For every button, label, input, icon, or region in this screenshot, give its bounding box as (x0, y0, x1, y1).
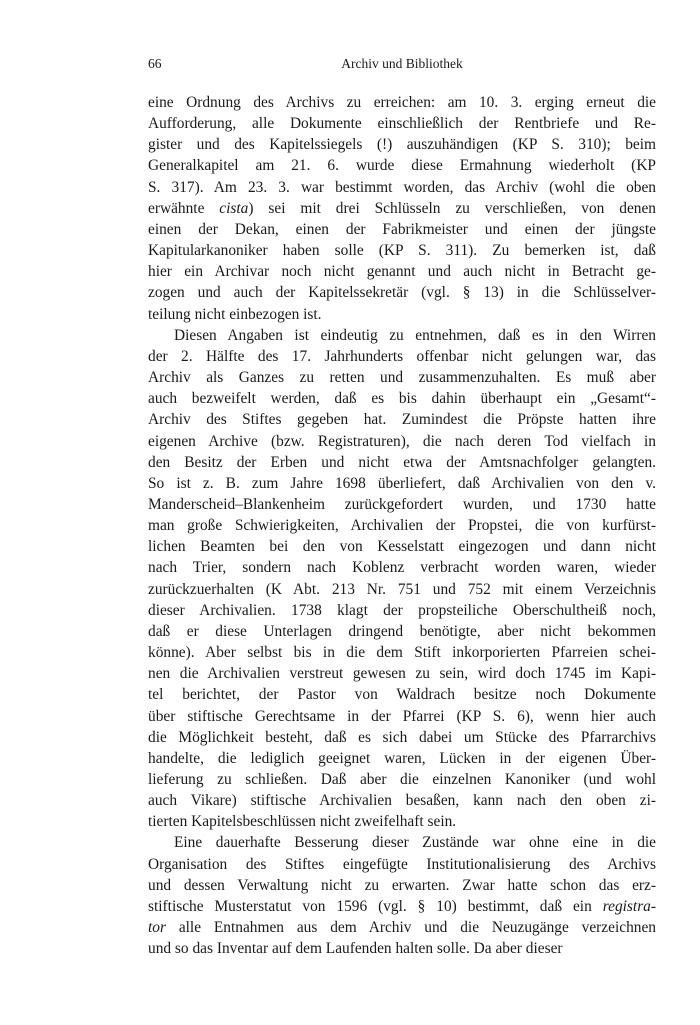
text-line: könne). Aber selbst bis in die dem Stift inkorporierten Pfarreien schei- (148, 644, 656, 662)
paragraph (148, 832, 656, 959)
page-header (148, 56, 656, 76)
text-line: lichen Beamten bei den von Kesselstatt eingezogen und dann nicht (148, 538, 656, 556)
text-line: teilung nicht einbezogen ist. (148, 305, 322, 323)
text-line: zogen und auch der Kapitelssekretär (vgl. § 13) in die Schlüsselver- (148, 284, 656, 302)
paragraph (148, 325, 656, 833)
text-line: und so das Inventar auf dem Laufenden halten solle. Da aber dieser (148, 940, 563, 958)
text-line: S. 317). Am 23. 3. war bestimmt worden, das Archiv (wohl die oben (148, 178, 656, 196)
text-line: tierten Kapitelsbeschlüssen nicht zweifelhaft sein. (148, 813, 457, 831)
paragraph (148, 92, 656, 325)
text-line: Eine dauerhafte Besserung dieser Zustände war ohne eine in die (174, 834, 656, 852)
text-line: einen der Dekan, einen der Fabrikmeister und einen der jüngste (148, 220, 656, 238)
text-line: Manderscheid–Blankenheim zurückgefordert wurden, und 1730 hatte (148, 495, 656, 513)
text-line: den Besitz der Erben und nicht etwa der Amtsnachfolger gelangten. (148, 453, 656, 471)
text-line: Archiv des Stiftes gegeben hat. Zumindest die Pröpste hatten ihre (148, 411, 656, 429)
text-line: über stiftische Gerechtsame in der Pfarrei (KP S. 6), wenn hier auch (148, 707, 656, 725)
text-line: tor alle Entnahmen aus dem Archiv und die Neuzugänge verzeichnen (148, 919, 656, 937)
text-line: Kapitularkanoniker haben solle (KP S. 311). Zu bemerken ist, daß (148, 242, 656, 260)
text-line: die Möglichkeit besteht, daß es sich dabei um Stücke des Pfarrarchivs (148, 728, 656, 746)
text-line: tel berichtet, der Pastor von Waldrach besitze noch Dokumente (148, 686, 656, 704)
text-line: man große Schwierigkeiten, Archivalien der Propstei, die von kurfürst- (148, 517, 656, 535)
text-line: erwähnte cista) sei mit drei Schlüsseln zu verschließen, von denen (148, 199, 656, 217)
text-line: und dessen Verwaltung nicht zu erwarten. Zwar hatte schon das erz- (148, 876, 656, 894)
running-head: Archiv und Bibliothek (341, 56, 463, 71)
text-line: So ist z. B. zum Jahre 1698 überliefert, daß Archivalien von den v. (148, 474, 656, 492)
text-line: eine Ordnung des Archivs zu erreichen: am 10. 3. erging erneut die (148, 94, 656, 111)
text-line: auch Vikare) stiftische Archivalien besaßen, kann nach den oben zi- (148, 792, 656, 810)
text-line: lieferung zu schließen. Daß aber die einzelnen Kanoniker (und wohl (148, 771, 656, 788)
text-line: Diesen Angaben ist eindeutig zu entnehmen, daß es in den Wirren (174, 326, 656, 344)
text-line: eigenen Archive (bzw. Registraturen), die nach deren Tod vielfach in (148, 432, 656, 450)
text-line: Organisation des Stiftes eingefügte Institutionalisierung des Archivs (148, 855, 656, 873)
text-line: Generalkapitel am 21. 6. wurde diese Ermahnung wiederholt (KP (148, 157, 656, 175)
text-line: handelte, die lediglich geeignet waren, Lücken in der eigenen Über- (148, 749, 656, 767)
text-line: dieser Archivalien. 1738 klagt der propsteiliche Oberschultheiß noch, (148, 601, 656, 619)
text-line: stiftische Musterstatut von 1596 (vgl. § 10) bestimmt, daß ein registra- (148, 897, 656, 915)
text-line: auch bezweifelt werden, daß es bis dahin überhaupt ein „Gesamt“- (148, 390, 656, 408)
text-line: zurückzuerhalten (K Abt. 213 Nr. 751 und 752 mit einem Verzeichnis (148, 580, 656, 598)
text-line: nach Trier, sondern nach Koblenz verbracht worden waren, wieder (148, 559, 656, 577)
text-line: nen die Archivalien verstreut gewesen zu sein, wird doch 1745 im Kapi- (148, 665, 656, 683)
text-line: der 2. Hälfte des 17. Jahrhunderts offenbar nicht gelungen war, das (148, 347, 656, 365)
text-line: Aufforderung, alle Dokumente einschließlich der Rentbriefe und Re- (148, 115, 656, 133)
text-line: Archiv als Ganzes zu retten und zusammenzuhalten. Es muß aber (148, 369, 656, 387)
page-number: 66 (148, 56, 162, 71)
body-text (148, 92, 656, 959)
text-line: hier ein Archivar noch nicht genannt und auch nicht in Betracht ge- (148, 263, 656, 281)
text-line: daß er diese Unterlagen dringend benötigte, aber nicht bekommen (148, 622, 656, 640)
text-line: gister und des Kapitelssiegels (!) auszuhändigen (KP S. 310); beim (148, 136, 656, 154)
